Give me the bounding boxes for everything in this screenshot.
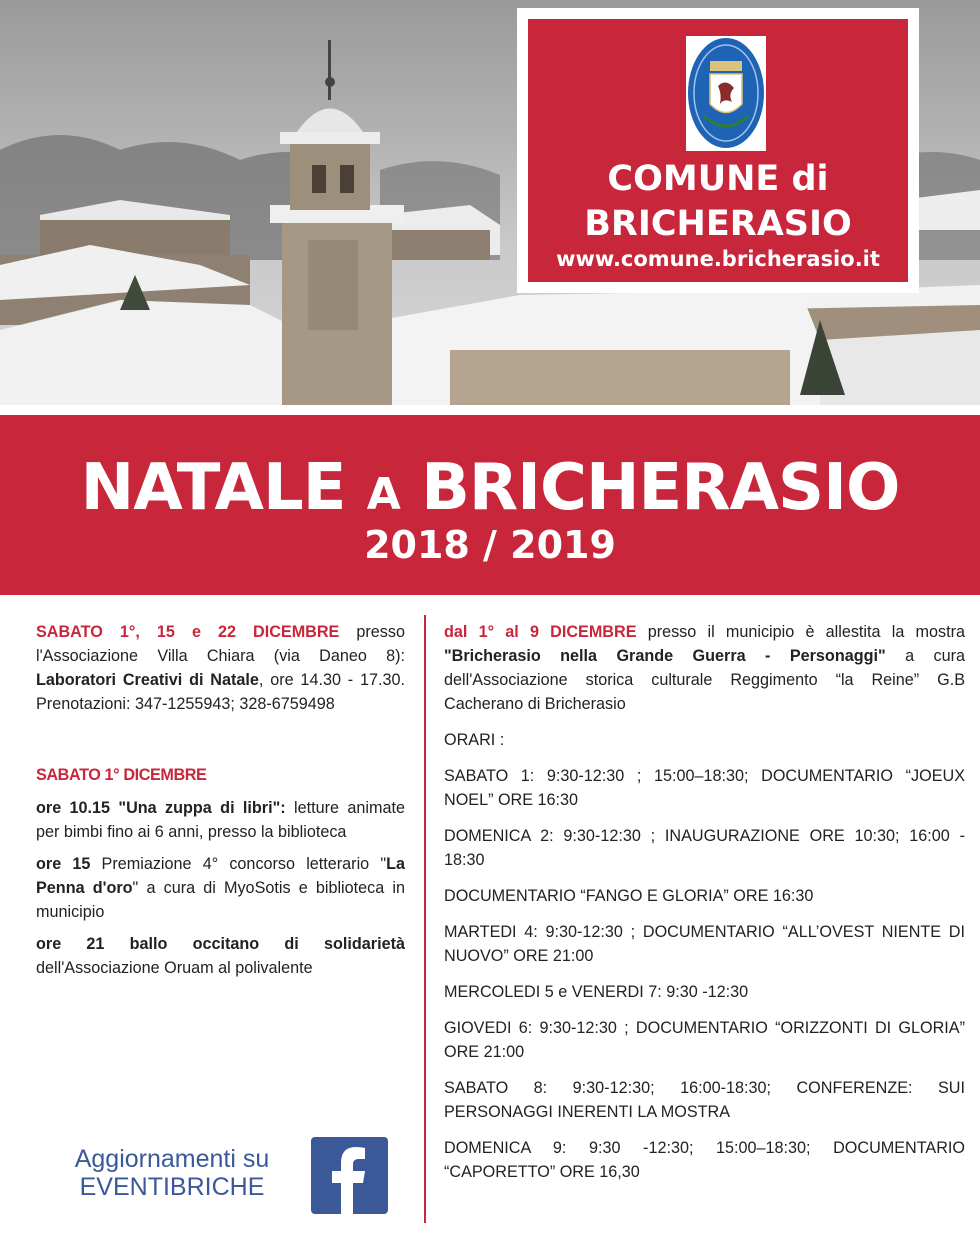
comune-website: www.comune.bricherasio.it xyxy=(556,247,880,271)
event-title: Laboratori Creativi di Natale xyxy=(36,671,259,689)
schedule-row: GIOVEDI 6: 9:30-12:30 ; DOCUMENTARIO “ORIZZONTI DI GLORIA” ORE 21:00 xyxy=(444,1019,965,1061)
column-divider xyxy=(424,615,426,1223)
exhibition-date: dal 1° al 9 DICEMBRE xyxy=(444,623,637,641)
facebook-icon[interactable] xyxy=(311,1137,388,1214)
facebook-promo-text[interactable] xyxy=(57,1145,287,1201)
event-date: SABATO 1°, 15 e 22 DICEMBRE xyxy=(36,623,340,641)
list-item xyxy=(36,852,405,924)
item-title: La Penna d'oro xyxy=(36,855,405,897)
schedule-row: MERCOLEDI 5 e VENERDI 7: 9:30 -12:30 xyxy=(444,983,749,1001)
schedule-row: DOCUMENTARIO “FANGO E GLORIA” ORE 16:30 xyxy=(444,887,814,905)
event-text: , ore 14.30 - 17.30. Prenotazioni: 347-1255943; 328-6759498 xyxy=(36,671,405,713)
title-years: 2018 / 2019 xyxy=(364,523,616,567)
item-time: ore 15 xyxy=(36,855,91,873)
comune-name-line1: COMUNE di xyxy=(607,159,829,199)
item-text: " a cura di MyoSotis e biblioteca in municipio xyxy=(36,879,405,921)
comune-name-line2: BRICHERASIO xyxy=(584,204,852,244)
list-item xyxy=(36,932,405,980)
schedule-row: MARTEDI 4: 9:30-12:30 ; DOCUMENTARIO “ALL’OVEST NIENTE DI NUOVO” ORE 21:00 xyxy=(444,923,965,965)
item-text: Premiazione 4° concorso letterario " xyxy=(90,855,387,873)
schedule-row: SABATO 8: 9:30-12:30; 16:00-18:30; CONFERENZE: SUI PERSONAGGI INERENTI LA MOSTRA xyxy=(444,1079,965,1121)
list-item xyxy=(36,796,405,844)
facebook-promo-line2: EVENTIBRICHE xyxy=(79,1173,265,1201)
facebook-promo-line1: Aggiornamenti su xyxy=(74,1145,270,1173)
item-time: ore 21 ballo occitano di solidarietà xyxy=(36,935,405,953)
exhibition-text: a cura dell'Associazione storica culturale Reggimento “la Reine” G.B Cacherano di Bricherasio xyxy=(444,647,965,713)
event-laboratori xyxy=(36,620,405,716)
left-column xyxy=(36,620,405,980)
item-text: dell'Associazione Oruam al polivalente xyxy=(36,959,313,977)
orari-label: ORARI : xyxy=(444,731,505,749)
schedule-row: DOMENICA 2: 9:30-12:30 ; INAUGURAZIONE ORE 10:30; 16:00 - 18:30 xyxy=(444,827,965,869)
item-text: letture animate per bimbi fino ai 6 anni, presso la biblioteca xyxy=(36,799,405,841)
coat-of-arms-icon xyxy=(686,36,766,151)
page-title xyxy=(0,453,980,530)
comune-logo-panel xyxy=(528,19,908,282)
title-word-a: A xyxy=(366,469,400,520)
schedule-row: SABATO 1: 9:30-12:30 ; 15:00–18:30; DOCUMENTARIO “JOEUX NOEL” ORE 16:30 xyxy=(444,767,965,809)
title-word-natale: NATALE xyxy=(80,451,346,525)
exhibition-intro xyxy=(444,620,965,716)
exhibition-text: presso il municipio è allestita la mostra xyxy=(636,623,965,641)
section-heading: SABATO 1° DICEMBRE xyxy=(36,766,207,784)
title-word-bricherasio: BRICHERASIO xyxy=(421,451,900,525)
exhibition-title: "Bricherasio nella Grande Guerra - Personaggi" xyxy=(444,647,886,665)
comune-logo-box xyxy=(517,8,919,293)
title-banner xyxy=(0,415,980,595)
schedule-row: DOMENICA 9: 9:30 -12:30; 15:00–18:30; DOCUMENTARIO “CAPORETTO” ORE 16,30 xyxy=(444,1139,965,1181)
item-time: ore 10.15 "Una zuppa di libri": xyxy=(36,799,286,817)
right-column xyxy=(444,620,965,1196)
event-text: presso l'Associazione Villa Chiara (via Daneo 8): xyxy=(36,623,405,665)
